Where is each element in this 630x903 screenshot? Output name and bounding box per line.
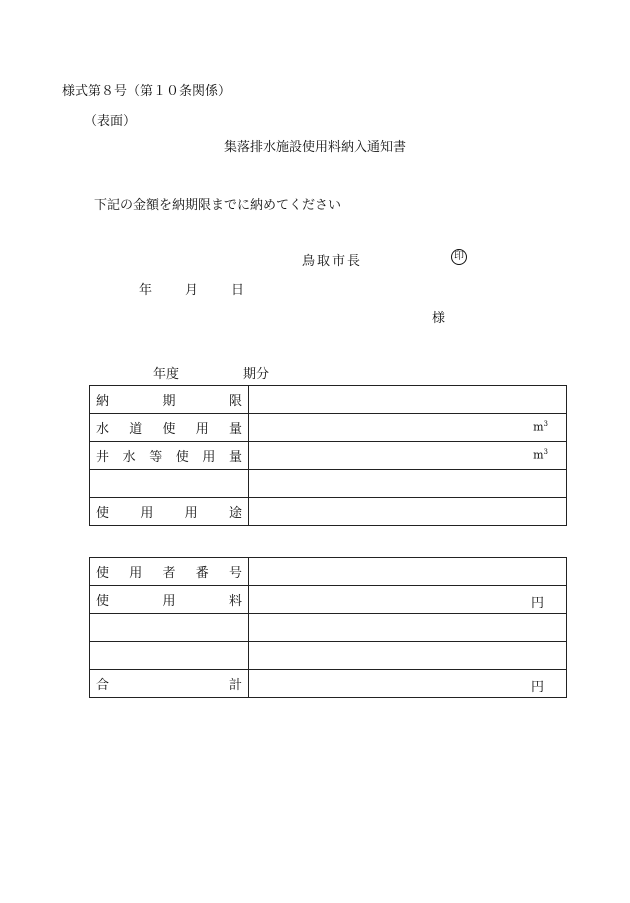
- label-char: 使: [162, 422, 176, 437]
- row-value-cell[interactable]: [249, 586, 567, 614]
- row-label: [90, 670, 249, 698]
- table-row: [90, 470, 567, 498]
- table-row: [90, 558, 567, 586]
- table-row: [90, 614, 567, 642]
- row-label: [90, 498, 249, 526]
- seal-mark: 印: [451, 249, 467, 265]
- label-char: 用: [162, 594, 176, 609]
- row-value-cell[interactable]: [249, 670, 567, 698]
- table-row: [90, 586, 567, 614]
- label-char: 者: [162, 566, 176, 581]
- row-value-cell[interactable]: [249, 642, 567, 670]
- unit-label: $m^3$: [533, 420, 548, 434]
- row-value-cell[interactable]: [249, 386, 567, 414]
- table-row: [90, 670, 567, 698]
- row-label: [90, 442, 249, 470]
- unit-label: $m^3$: [533, 448, 548, 462]
- label-char: 用: [184, 506, 198, 521]
- row-label: [90, 614, 249, 642]
- document-title: 集落排水施設使用料納入通知書: [223, 140, 406, 155]
- label-char: 使: [96, 506, 110, 521]
- row-value-cell[interactable]: [249, 614, 567, 642]
- label-char: 期: [162, 394, 176, 409]
- installment-label: 期分: [243, 367, 270, 382]
- side-label: （表面）: [84, 114, 137, 129]
- label-char: 水: [122, 450, 136, 465]
- label-char: 量: [228, 422, 242, 437]
- label-char: 量: [228, 450, 242, 465]
- label-char: 用: [140, 506, 154, 521]
- label-char: 使: [96, 566, 110, 581]
- label-char: 納: [96, 394, 110, 409]
- table-row: [90, 498, 567, 526]
- label-char: 水: [96, 422, 110, 437]
- table-row: [90, 642, 567, 670]
- row-value-cell[interactable]: [249, 470, 567, 498]
- label-char: 用: [129, 566, 143, 581]
- table-row: [90, 386, 567, 414]
- row-label: [90, 414, 249, 442]
- label-char: 途: [228, 506, 242, 521]
- table-row: [90, 414, 567, 442]
- row-label: [90, 470, 249, 498]
- row-label: [90, 586, 249, 614]
- currency-unit: 円: [530, 596, 544, 611]
- label-char: 用: [195, 422, 209, 437]
- label-char: 合: [96, 678, 110, 693]
- label-char: 号: [228, 566, 242, 581]
- label-char: 道: [129, 422, 143, 437]
- row-label: [90, 558, 249, 586]
- table-row: [90, 442, 567, 470]
- date-year-label: 年: [139, 283, 153, 298]
- row-label: [90, 642, 249, 670]
- form-number: 様式第８号（第１０条関係）: [62, 84, 232, 99]
- label-char: 計: [228, 678, 242, 693]
- label-char: 使: [175, 450, 189, 465]
- issuer-name: 鳥取市長: [302, 254, 363, 269]
- fee-table: [89, 557, 567, 698]
- row-value-cell[interactable]: [249, 558, 567, 586]
- fiscal-year-label: 年度: [153, 367, 180, 382]
- row-value-cell[interactable]: [249, 442, 567, 470]
- label-char: 用: [202, 450, 216, 465]
- date-day-label: 日: [231, 283, 245, 298]
- label-char: 井: [96, 450, 110, 465]
- label-char: 料: [228, 594, 242, 609]
- date-month-label: 月: [185, 283, 199, 298]
- addressee-honorific: 様: [432, 311, 446, 326]
- label-char: 限: [228, 394, 242, 409]
- usage-table: [89, 385, 567, 526]
- row-value-cell[interactable]: [249, 414, 567, 442]
- row-value-cell[interactable]: [249, 498, 567, 526]
- label-char: 使: [96, 594, 110, 609]
- currency-unit: 円: [530, 680, 544, 695]
- instruction-text: 下記の金額を納期限までに納めてください: [94, 198, 342, 213]
- label-char: 等: [149, 450, 163, 465]
- label-char: 番: [195, 566, 209, 581]
- row-label: [90, 386, 249, 414]
